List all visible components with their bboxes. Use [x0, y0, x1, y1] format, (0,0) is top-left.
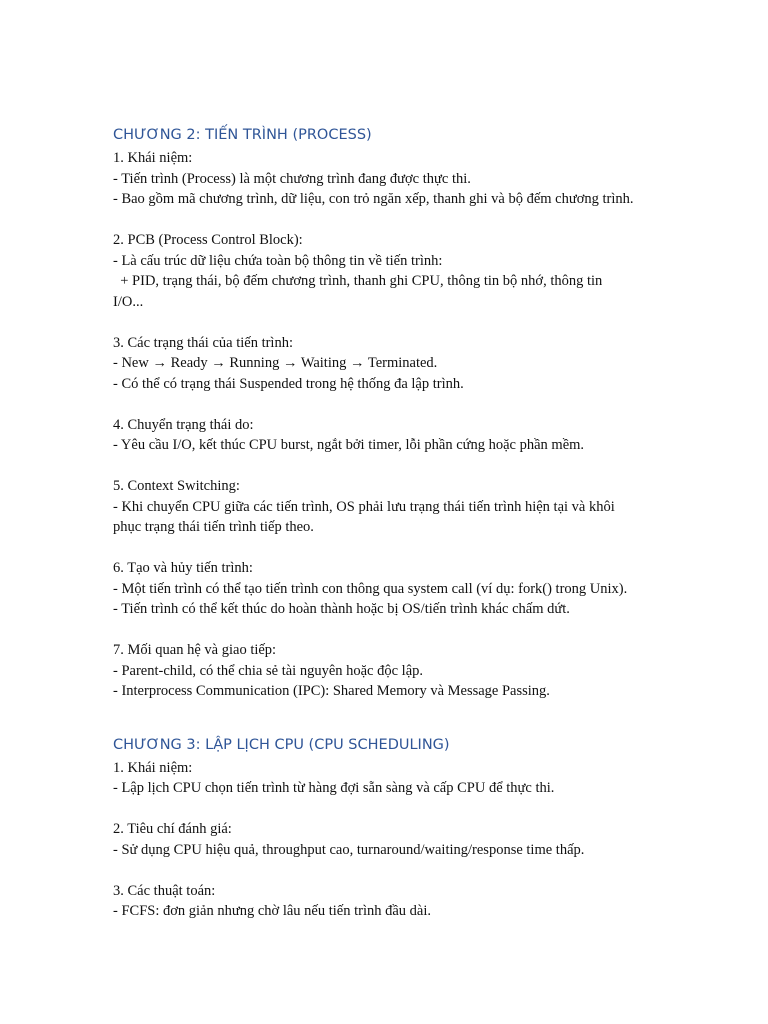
section-line: - Có thể có trạng thái Suspended trong hệ thống đa lập trình. — [113, 375, 464, 392]
section-line: I/O... — [113, 293, 144, 310]
blank-line — [113, 538, 673, 559]
section-line: - FCFS: đơn giản nhưng chờ lâu nếu tiến trình đầu dài. — [113, 903, 431, 919]
section-title: 1. Khái niệm: — [113, 150, 193, 166]
section-line: phục trạng thái tiến trình tiếp theo. — [113, 519, 314, 535]
section-line: - Tiến trình có thể kết thúc do hoàn thành hoặc bị OS/tiến trình khác chấm dứt. — [113, 601, 570, 617]
chapter3-heading: CHƯƠNG 3: LẬP LỊCH CPU (CPU SCHEDULING) — [113, 736, 450, 753]
blank-line — [113, 620, 673, 641]
blank-line — [113, 456, 673, 477]
section-title: 3. Các trạng thái của tiến trình: — [113, 334, 293, 351]
section-title: 2. PCB (Process Control Block): — [113, 232, 303, 248]
section-line: - Bao gồm mã chương trình, dữ liệu, con trỏ ngăn xếp, thanh ghi và bộ đếm chương trình. — [113, 191, 634, 207]
section-line: - Là cấu trúc dữ liệu chứa toàn bộ thông tin về tiến trình: — [113, 252, 443, 269]
blank-line — [113, 312, 673, 333]
section-line: - Khi chuyển CPU giữa các tiến trình, OS phải lưu trạng thái tiến trình hiện tại và khôi — [113, 498, 615, 515]
section-title: 3. Các thuật toán: — [113, 882, 216, 899]
section-line: + PID, trạng thái, bộ đếm chương trình, thanh ghi CPU, thông tin bộ nhớ, thông tin — [113, 273, 603, 289]
section-title: 5. Context Switching: — [113, 478, 240, 494]
section-line: - Sử dụng CPU hiệu quả, throughput cao, turnaround/waiting/response time thấp. — [113, 841, 585, 858]
blank-line — [113, 860, 673, 881]
section-title: 6. Tạo và hủy tiến trình: — [113, 560, 253, 576]
blank-line — [113, 394, 673, 415]
chapter2-heading: CHƯƠNG 2: TIẾN TRÌNH (PROCESS) — [113, 127, 372, 143]
heading-spacer — [113, 702, 673, 735]
section-line: - Interprocess Communication (IPC): Shared Memory và Message Passing. — [113, 683, 550, 699]
section-title: 2. Tiêu chí đánh giá: — [113, 821, 232, 837]
section-line: - New → Ready → Running → Waiting → Terminated. — [113, 355, 438, 371]
section-line: - Parent-child, có thể chia sẻ tài nguyên hoặc độc lập. — [113, 662, 424, 679]
section-line: - Một tiến trình có thể tạo tiến trình con thông qua system call (ví dụ: fork() trong Unix). — [113, 580, 628, 597]
section-title: 1. Khái niệm: — [113, 759, 193, 776]
document-content — [113, 125, 673, 922]
blank-line — [113, 799, 673, 820]
section-line: - Yêu cầu I/O, kết thúc CPU burst, ngắt bởi timer, lỗi phần cứng hoặc phần mềm. — [113, 437, 585, 453]
blank-line — [113, 210, 673, 231]
section-line: - Lập lịch CPU chọn tiến trình từ hàng đợi sẵn sàng và cấp CPU để thực thi. — [113, 780, 555, 796]
section-line: - Tiến trình (Process) là một chương trình đang được thực thi. — [113, 170, 471, 187]
section-title: 4. Chuyển trạng thái do: — [113, 416, 254, 433]
section-title: 7. Mối quan hệ và giao tiếp: — [113, 642, 277, 658]
